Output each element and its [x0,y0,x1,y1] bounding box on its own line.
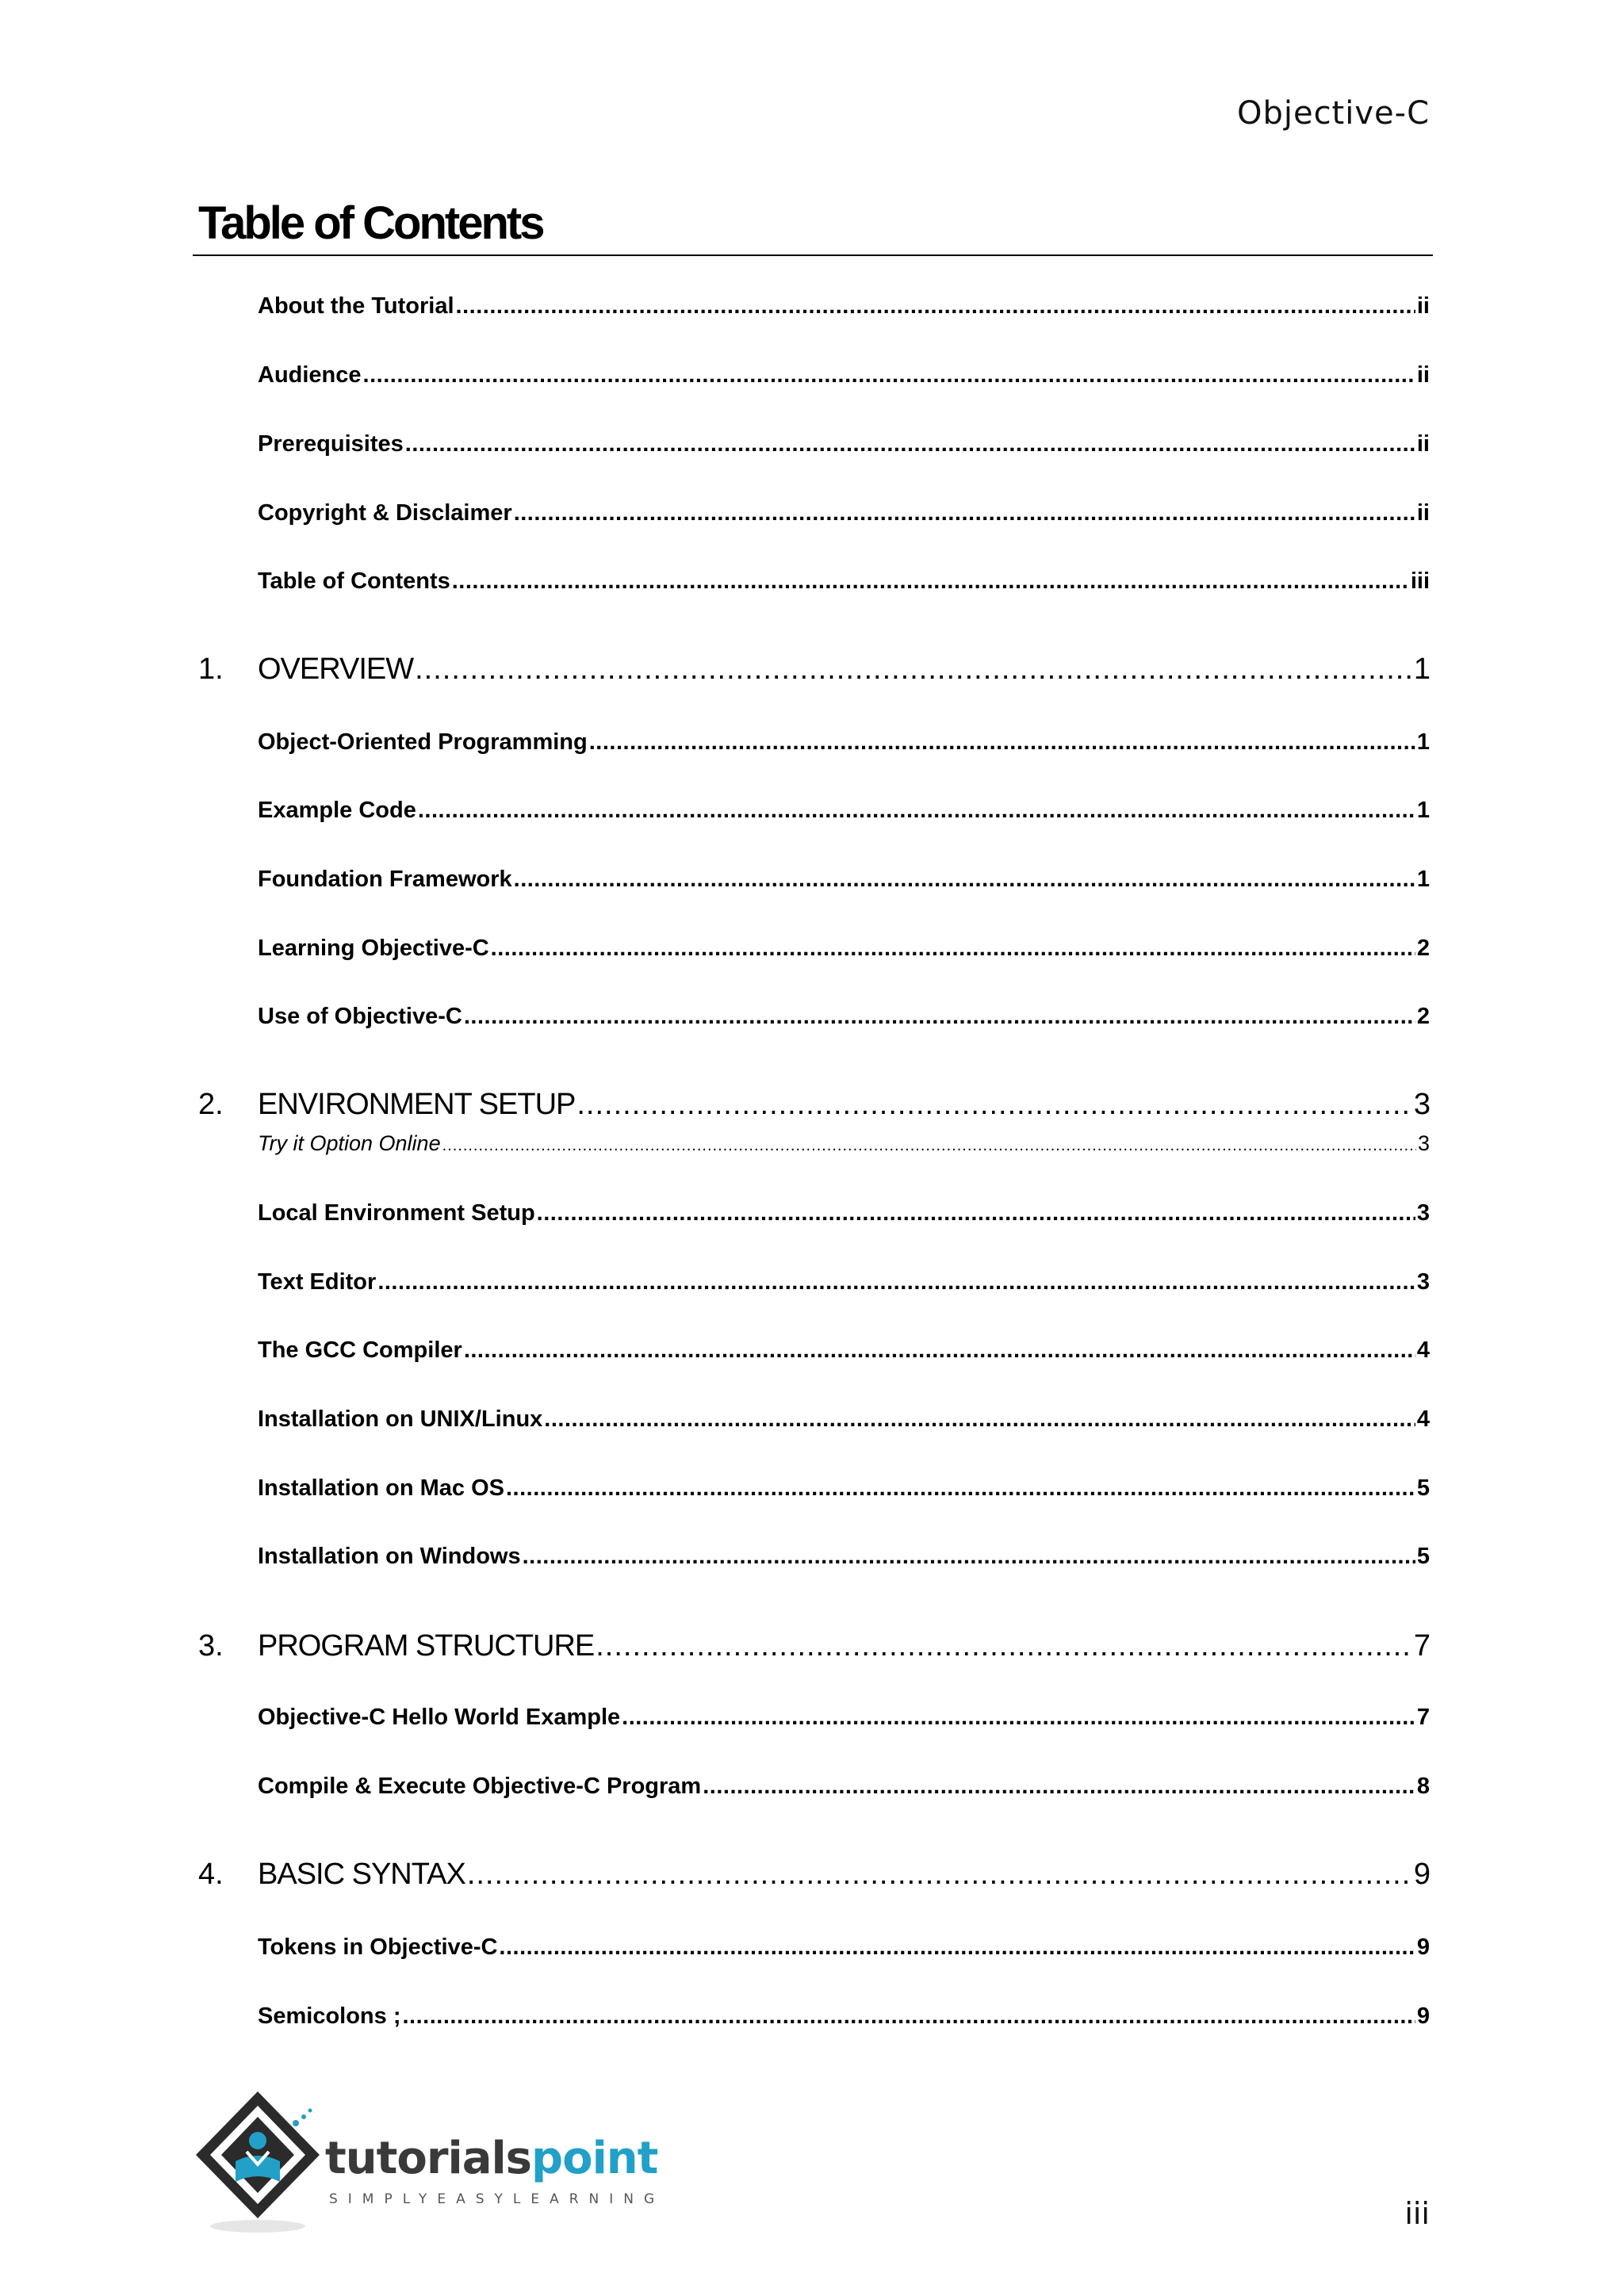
toc-entry[interactable] [258,1475,1430,1502]
logo-word-b: point [531,2133,658,2184]
toc-entry-label: Learning Objective-C [258,936,489,961]
leader-dots [576,1088,1412,1122]
toc-chapter-label: BASIC SYNTAX [258,1858,465,1891]
toc-chapter-page: 3 [1413,1088,1430,1121]
toc-entry-page: 2 [1416,1004,1430,1029]
toc-entry-label: Example Code [258,798,416,823]
leader-dots [415,652,1412,687]
leader-dots [452,568,1409,595]
toc-entry-label: Semicolons ; [258,2003,401,2029]
chapter-number: 3. [198,1629,224,1663]
leader-dots [499,1934,1415,1961]
leader-dots [377,1269,1415,1295]
toc-chapter-label: PROGRAM STRUCTURE [258,1629,595,1663]
toc-entry-label: Objective-C Hello World Example [258,1705,621,1730]
leader-dots [464,1004,1415,1030]
toc-entry-page: 5 [1416,1475,1430,1501]
toc-entry-page: 1 [1416,729,1430,755]
toc-entry[interactable] [258,1269,1430,1295]
toc-chapter-label: OVERVIEW [258,652,414,686]
tutorialspoint-logo [194,2085,665,2236]
toc-entry-page: 2 [1416,936,1430,961]
toc-entry-page: ii [1416,500,1430,526]
toc-entry-label: Installation on UNIX/Linux [258,1406,543,1432]
toc-entry-page: iii [1410,568,1430,594]
toc-entry[interactable] [258,729,1430,756]
toc-entry-label: Prerequisites [258,431,404,457]
toc-chapter-page: 9 [1413,1858,1430,1891]
toc-entry[interactable] [258,867,1430,893]
toc-entry-label: Try it Option Online [258,1131,441,1155]
toc-entry-page: 4 [1416,1406,1430,1432]
toc-entry-page: 3 [1416,1200,1430,1226]
toc-entry[interactable] [258,1200,1430,1226]
toc-entry-page: 5 [1416,1544,1430,1569]
toc-entry-page: 7 [1416,1705,1430,1730]
leader-dots [491,936,1415,962]
toc-entry[interactable] [258,1004,1430,1030]
leader-dots [363,362,1415,388]
toc-entry[interactable] [258,431,1430,457]
leader-dots [514,500,1415,526]
toc-entry-label: Local Environment Setup [258,1200,535,1226]
toc-entry-label: About the Tutorial [258,293,454,319]
toc-entry[interactable] [258,1774,1430,1800]
toc-entry[interactable] [258,568,1430,595]
toc-entry-page: 4 [1416,1337,1430,1363]
toc-entry[interactable] [258,500,1430,526]
toc-entry-label: The GCC Compiler [258,1337,462,1363]
toc-entry-label: Copyright & Disclaimer [258,500,512,526]
logo-diamond-icon [194,2085,329,2236]
toc-chapter[interactable] [258,1088,1430,1122]
toc-chapter[interactable] [258,652,1430,687]
toc-entry-label: Installation on Mac OS [258,1475,504,1501]
leader-dots [589,729,1415,756]
toc-chapter-page: 1 [1413,652,1430,686]
leader-dots [514,867,1415,893]
page-title: Table of Contents [198,197,543,249]
leader-dots [418,798,1415,824]
leader-dots [596,1629,1412,1663]
chapter-number: 4. [198,1858,224,1891]
toc-entry[interactable] [258,1544,1430,1570]
toc-entry-page: 9 [1416,1934,1430,1960]
leader-dots [622,1705,1415,1731]
leader-dots [405,431,1415,457]
toc-entry-label: Text Editor [258,1269,377,1295]
leader-dots [456,293,1415,320]
toc-entry-label: Use of Objective-C [258,1004,462,1029]
toc-entry-label: Tokens in Objective-C [258,1934,498,1960]
leader-dots [523,1544,1415,1570]
toc-entry-page: 9 [1416,2003,1430,2029]
toc-entry-page: 3 [1416,1269,1430,1295]
toc-entry-label: Audience [258,362,362,388]
toc-entry-page: ii [1416,431,1430,457]
logo-wordmark [325,2133,657,2184]
toc-entry-page: 1 [1416,867,1430,892]
toc-entry-page: 8 [1416,1774,1430,1799]
chapter-number: 2. [198,1088,224,1121]
leader-dots [403,2003,1415,2030]
toc-entry[interactable] [258,293,1430,320]
toc-entry[interactable] [258,1934,1430,1961]
leader-dots [467,1858,1412,1892]
toc-chapter[interactable] [258,1858,1430,1892]
leader-dots [703,1774,1415,1800]
chapter-number: 1. [198,652,224,686]
logo-tagline: SIMPLYEASYLEARNING [329,2191,665,2207]
toc-entry[interactable] [258,1705,1430,1731]
leader-dots [544,1406,1415,1433]
toc-entry-label: Table of Contents [258,568,450,594]
toc-entry[interactable] [258,1337,1430,1364]
toc-chapter-label: ENVIRONMENT SETUP [258,1088,576,1121]
toc-chapter-page: 7 [1413,1629,1430,1663]
toc-entry[interactable] [258,1406,1430,1433]
toc-entry[interactable] [258,798,1430,824]
page-number: iii [1404,2196,1430,2231]
toc-chapter[interactable] [258,1629,1430,1663]
toc-entry[interactable] [258,362,1430,388]
leader-dots [506,1475,1415,1502]
toc-entry-italic[interactable] [258,1131,1430,1156]
toc-entry-page: 3 [1417,1131,1430,1155]
leader-dots [464,1337,1415,1364]
toc-entry[interactable] [258,2003,1430,2030]
toc-entry[interactable] [258,936,1430,962]
leader-dots [442,1137,1416,1155]
leader-dots [537,1200,1415,1226]
toc-entry-page: ii [1416,293,1430,319]
toc-entry-page: ii [1416,362,1430,388]
toc-entry-label: Installation on Windows [258,1544,521,1569]
toc-entry-page: 1 [1416,798,1430,823]
toc-entry-label: Foundation Framework [258,867,512,892]
running-header: Objective-C [1236,95,1430,132]
toc-entry-label: Compile & Execute Objective-C Program [258,1774,702,1799]
logo-word-a: tutorials [325,2133,532,2184]
toc-entry-label: Object-Oriented Programming [258,729,588,755]
